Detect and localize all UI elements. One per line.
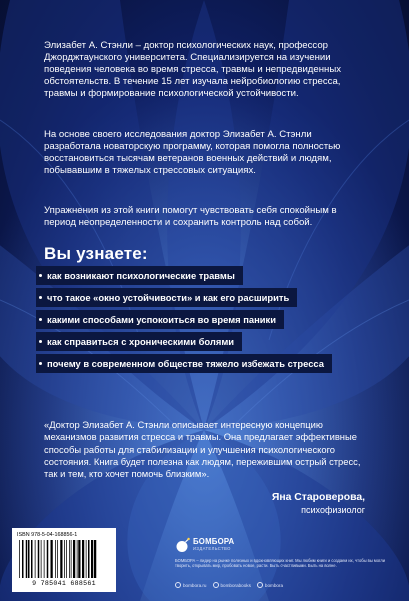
social-link[interactable] [175, 582, 207, 588]
learn-item-label: почему в современном обществе тяжело избежать стресса [47, 358, 324, 369]
author-bio-paragraph: Элизабет А. Стэнли – доктор психологических наук, профессор Джорджтаунского университета. Специализируется на изучении поведения человека во время стресса, травмы и непредвиденных обстоятельств. В течение 15 лет изучала нейробиологию стресса, травмы и формирование психологической устойчивости. [44, 40, 342, 100]
barcode-bars [18, 540, 110, 578]
social-network-icon [213, 582, 219, 588]
social-link[interactable] [257, 582, 283, 588]
bullet-icon [39, 340, 42, 343]
globe-icon [175, 582, 181, 588]
program-paragraph: На основе своего исследования доктор Элизабет А. Стэнли разработала новаторскую программу, которая помогла полностью восстановиться тысячам ветеранов военных действий и людям, побывавшим в тяжелых стрессовых ситуациях. [44, 129, 341, 177]
publisher-socials [175, 580, 283, 590]
ean-number: 9 785041 688561 [32, 580, 96, 587]
publisher-logo [175, 537, 235, 553]
social-label: bomborabooks [220, 582, 251, 588]
bullet-icon [39, 362, 42, 365]
learn-item [36, 310, 284, 329]
learn-heading: Вы узнаете: [44, 244, 148, 263]
bullet-icon [39, 318, 42, 321]
review-quote: «Доктор Элизабет А. Стэнли описывает интересную концепцию механизмов развития стресса и травмы. Она предлагает эффективные способы работы для стабилизации и улучшения психологического состояния. Книга будет полезна как людям, пережившим острый стресс, так и тем, кто хочет помочь близким». [44, 419, 361, 480]
learn-item [36, 288, 297, 307]
review-author: Яна Староверова, [271, 492, 365, 503]
review-author-role: психофизиолог [301, 505, 365, 515]
learn-item [36, 332, 242, 351]
learn-item [36, 354, 332, 373]
bullet-icon [39, 296, 42, 299]
publisher-name: БОМБОРА [193, 537, 235, 546]
isbn-label: ISBN 978-5-04-168856-1 [17, 532, 78, 538]
bomb-icon [175, 537, 191, 553]
social-label: bombora [264, 582, 284, 588]
publisher-note: БОМБОРА – лидер на рынке полезных и вдохновляющих книг. Мы любим книги и создаем их, чтобы вы могли творить, открывать мир, пробовать новое, расти. Быть счастливыми. Быть на волне. [175, 558, 386, 569]
social-network-icon [257, 582, 263, 588]
learn-item-label: как справиться с хроническими болями [47, 336, 235, 347]
social-link[interactable] [213, 582, 251, 588]
bullet-icon [39, 274, 42, 277]
learn-item-label: что такое «окно устойчивости» и как его расширить [47, 292, 290, 303]
barcode-panel [12, 528, 116, 592]
exercises-paragraph: Упражнения из этой книги помогут чувствовать себя спокойным в период неопределенности и сохранить контроль над собой. [44, 205, 337, 229]
learn-item [36, 266, 243, 285]
social-label: bombora.ru [183, 582, 207, 588]
learn-item-label: какими способами успокоиться во время паники [47, 314, 276, 325]
learn-item-label: как возникают психологические травмы [47, 270, 235, 281]
publisher-subtitle: ИЗДАТЕЛЬСТВО [193, 546, 231, 551]
